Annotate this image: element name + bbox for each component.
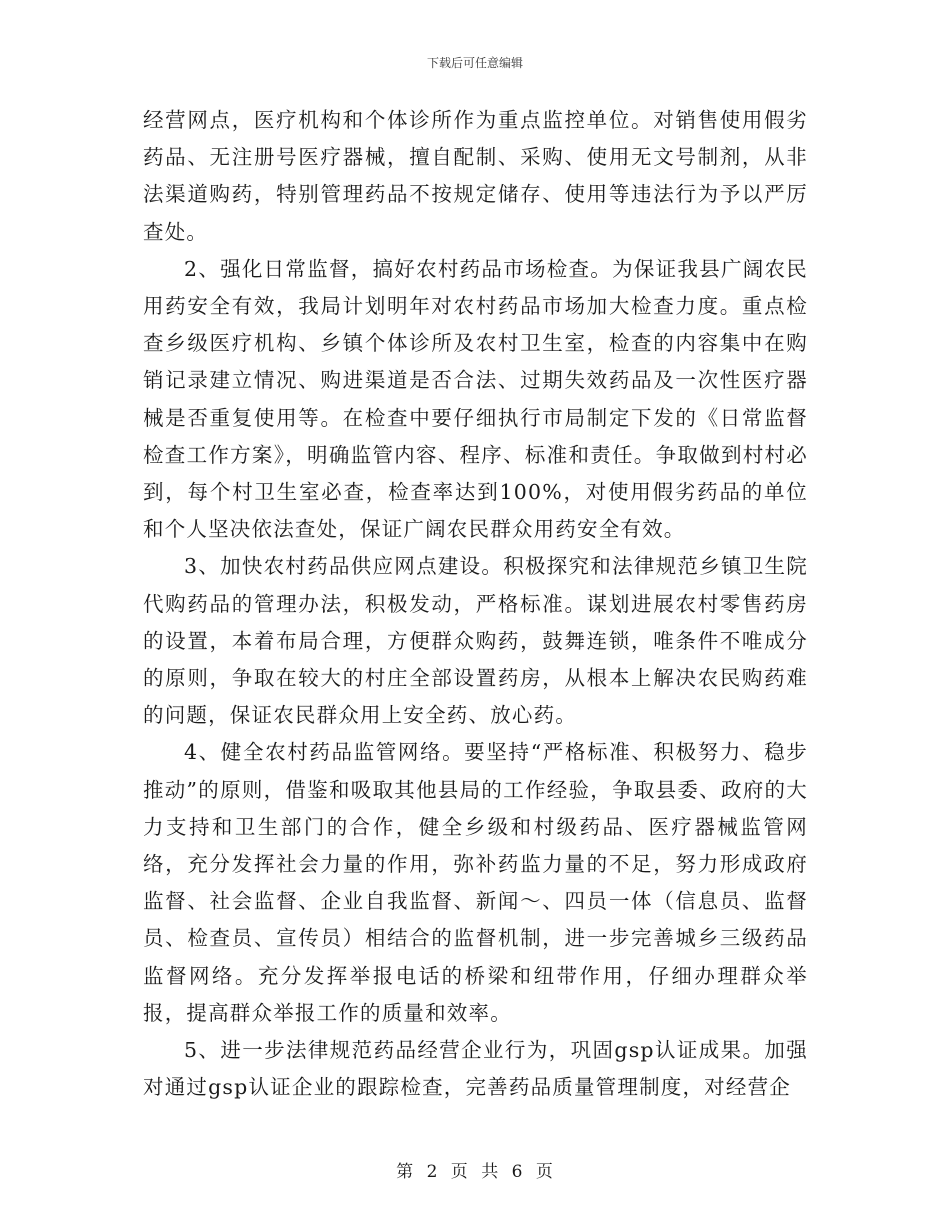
paragraph-item-5: 5、进一步法律规范药品经营企业行为，巩固gsp认证成果。加强对通过gsp认证企业的跟踪检查，完善药品质量管理制度，对经营企 — [143, 1038, 808, 1100]
paragraph-continuation: 经营网点，医疗机构和个体诊所作为重点监控单位。对销售使用假劣药品、无注册号医疗器械，擅自配制、采购、使用无文号制剂，从非法渠道购药，特别管理药品不按规定储存、使用等违法行为予以严厉查处。 — [143, 108, 808, 244]
footer-page-unit: 页 — [450, 1162, 469, 1182]
document-body — [143, 102, 808, 1106]
paragraph-item-4: 4、健全农村药品监管网络。要坚持“严格标准、积极努力、稳步推动”的原则，借鉴和吸取其他县局的工作经验，争取县委、政府的大力支持和卫生部门的合作，健全乡级和村级药品、医疗器械监管网络，充分发挥社会力量的作用，弥补药监力量的不足，努力形成政府监督、社会监督、企业自我监督、新闻～、四员一体（信息员、监督员、检查员、宣传员）相结合的监督机制，进一步完善城乡三级药品监督网络。充分发挥举报电话的桥梁和纽带作用，仔细办理群众举报，提高群众举报工作的质量和效率。 — [143, 740, 808, 1025]
page-footer — [0, 1157, 950, 1182]
paragraph-item-2: 2、强化日常监督，搞好农村药品市场检查。为保证我县广阔农民用药安全有效，我局计划明年对农村药品市场加大检查力度。重点检查乡级医疗机构、乡镇个体诊所及农村卫生室，检查的内容集中在购销记录建立情况、购进渠道是否合法、过期失效药品及一次性医疗器械是否重复使用等。在检查中要仔细执行市局制定下发的《日常监督检查工作方案》，明确监管内容、程序、标准和责任。争取做到村村必到，每个村卫生室必查，检查率达到100%，对使用假劣药品的单位和个人坚决依法查处，保证广阔农民群众用药安全有效。 — [143, 256, 808, 542]
paragraph-item-3: 3、加快农村药品供应网点建设。积极探究和法律规范乡镇卫生院代购药品的管理办法，积极发动，严格标准。谋划进展农村零售药房的设置，本着布局合理，方便群众购药，鼓舞连锁，唯条件不唯成分的原则，争取在较大的村庄全部设置药房，从根本上解决农民购药难的问题，保证农民群众用上安全药、放心药。 — [143, 554, 808, 728]
footer-prefix: 第 — [396, 1162, 415, 1182]
footer-total-pages: 6 — [511, 1162, 524, 1182]
footer-total-unit: 页 — [535, 1162, 554, 1182]
footer-current-page: 2 — [426, 1162, 439, 1182]
footer-total-prefix: 共 — [481, 1162, 500, 1182]
page-header: 下载后可任意编辑 — [426, 56, 523, 70]
